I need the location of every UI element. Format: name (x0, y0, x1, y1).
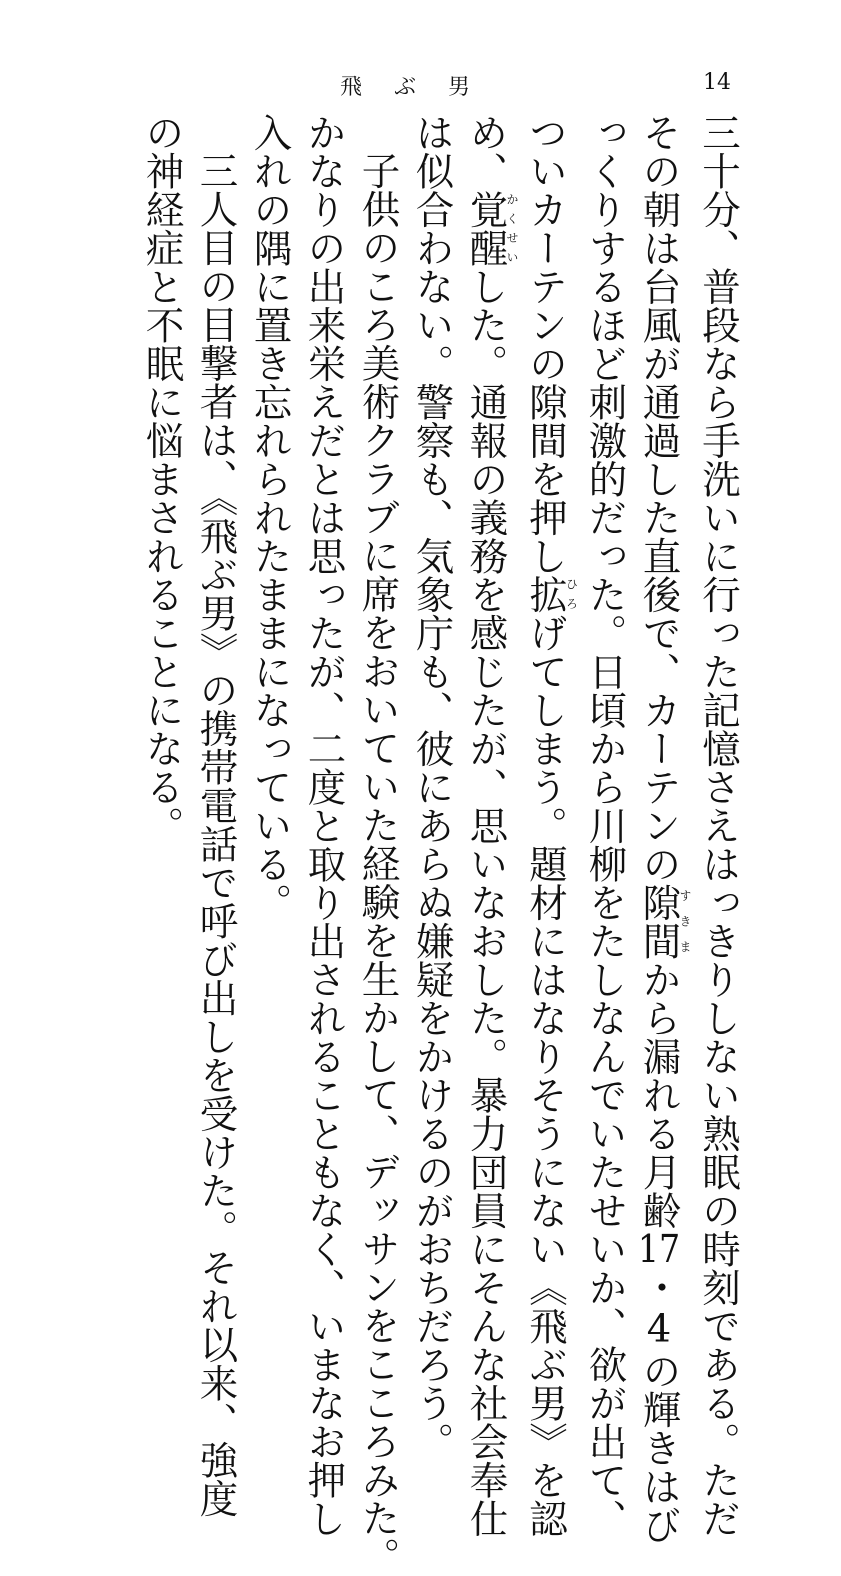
ruby-annotation (463, 190, 519, 267)
text-line: は似合わない。警察も、気象庁も、彼にあらぬ嫌疑をかけるのがおちだろう。 (409, 113, 455, 1461)
text-line: 子供のころ美術クラブに席をおいていた経験を生かして、デッサンをこころみた。 (355, 151, 401, 1576)
text-line: の神経症と不眠に悩まされることになる。 (139, 113, 185, 845)
text-line (459, 113, 519, 1538)
ruby-reading: ひろ (564, 575, 579, 614)
ruby-base: 拡 (523, 575, 568, 614)
text-line (632, 113, 692, 1544)
text-line (518, 113, 579, 1538)
text-run: め、 (463, 113, 509, 190)
text-line: 入れの隅に置き忘れられたままになっている。 (247, 113, 293, 922)
text-line: かなりの出来栄えだとは思ったが、二度と取り出されることもなく、いまなお押し (301, 113, 347, 1538)
text-run: した。通報の義務を感じたが、思いなおした。暴力団員にそんな社会奉仕 (463, 267, 509, 1538)
ruby-reading: かくせい (505, 190, 519, 267)
tate-chu-yoko-number: 17 (637, 1229, 681, 1268)
running-title: 飛ぶ男 (340, 75, 503, 100)
text-line: 三人目の目撃者は、《飛ぶ男》の携帯電話で呼び出しを受けた。それ以来、強度 (193, 151, 239, 1518)
ruby-annotation (636, 883, 692, 960)
text-run: ・4の輝きはび (636, 1268, 682, 1544)
page-number: 14 (703, 70, 731, 95)
ruby-annotation (523, 575, 579, 614)
body-text (139, 113, 745, 1576)
text-run: げてしまう。題材にはなりそうにない《飛ぶ男》を認 (523, 613, 568, 1538)
text-run: ついカーテンの隙間を押し (523, 113, 568, 575)
ruby-reading: すきま (678, 883, 692, 960)
text-run: から漏れる月齢 (636, 960, 682, 1230)
ruby-base: 隙間 (636, 883, 682, 960)
ruby-base: 覚醒 (463, 190, 509, 267)
text-line: っくりするほど刺激的だった。日頃から川柳をたしなんでいたせいか、欲が出て、 (582, 113, 628, 1538)
text-line: 三十分、普段なら手洗いに行った記憶さえはっきりしない熟眠の時刻である。ただ (696, 113, 741, 1538)
text-run: その朝は台風が通過した直後で、カーテンの (636, 113, 682, 883)
